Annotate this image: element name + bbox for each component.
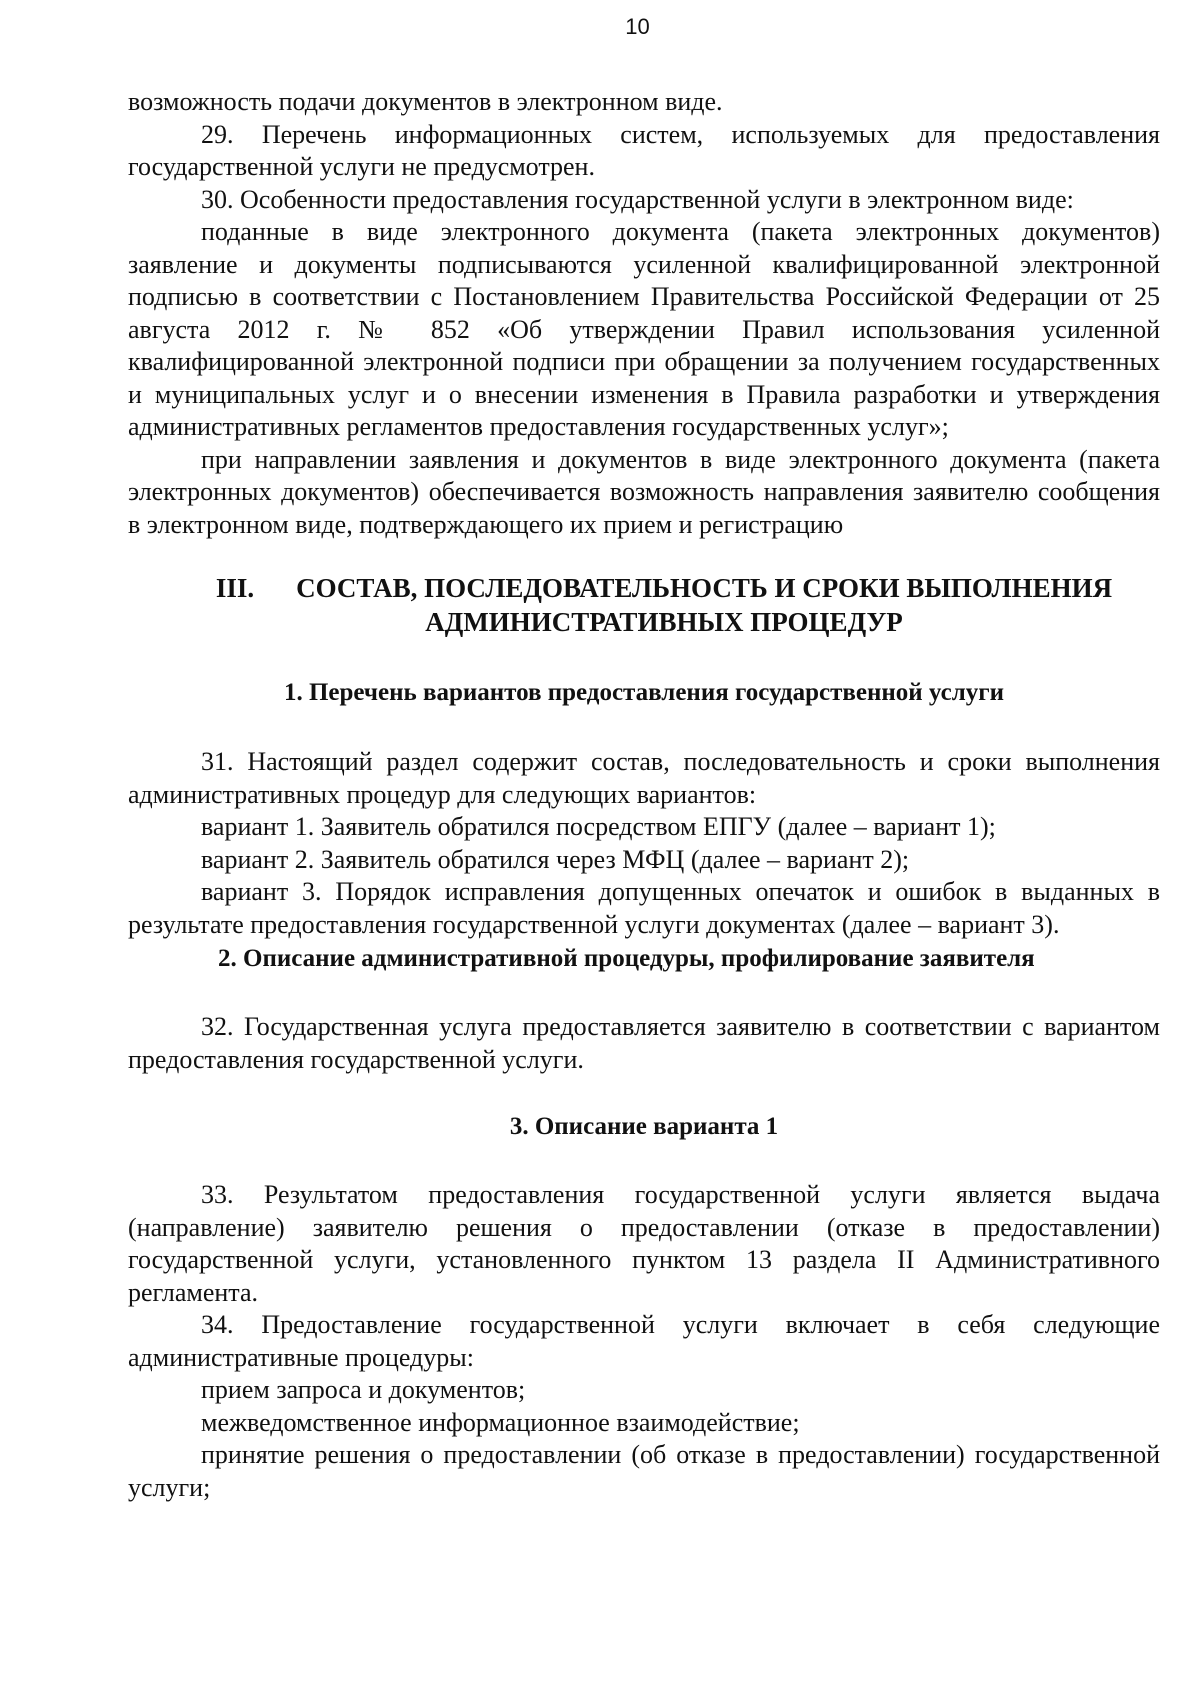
procedure-item: прием запроса и документов; bbox=[201, 1375, 526, 1404]
paragraph-34: 34. Предоставление государственной услуги включает в себя следующие административные процедуры: bbox=[128, 1310, 1160, 1372]
paragraph-30: 30. Особенности предоставления государственной услуги в электронном виде: bbox=[201, 184, 1074, 214]
variant-3-item: вариант 3. Порядок исправления допущенных опечаток и ошибок в выданных в результате предоставления государственной услуги документах (далее – вариант 3). bbox=[128, 877, 1160, 939]
page-number: 10 bbox=[625, 14, 650, 39]
subsection-heading-1: 1. Перечень вариантов предоставления государственной услуги bbox=[283, 679, 1005, 706]
paragraph-notification: при направлении заявления и документов в виде электронного документа (пакета электронных документов) обеспечивается возможность направления заявителю сообщения в электронном виде, подтверждающего их прием и регистрацию bbox=[128, 444, 1160, 539]
section-title-line2: АДМИНИСТРАТИВНЫХ ПРОЦЕДУР bbox=[425, 607, 903, 637]
paragraph-31: 31. Настоящий раздел содержит состав, последовательность и сроки выполнения административных процедур для следующих вариантов: bbox=[128, 747, 1160, 809]
subsection-heading-2: 2. Описание административной процедуры, профилирование заявителя bbox=[218, 945, 1035, 972]
paragraph: возможность подачи документов в электронном виде. bbox=[128, 87, 723, 116]
section-title-line1: СОСТАВ, ПОСЛЕДОВАТЕЛЬНОСТЬ И СРОКИ ВЫПОЛНЕНИЯ bbox=[296, 573, 1113, 603]
variant-1-item: вариант 1. Заявитель обратился посредством ЕПГУ (далее – вариант 1); bbox=[201, 812, 996, 841]
variant-2-item: вариант 2. Заявитель обратился через МФЦ (далее – вариант 2); bbox=[201, 844, 910, 874]
subsection-heading-3: 3. Описание варианта 1 bbox=[509, 1113, 779, 1140]
procedure-item: принятие решения о предоставлении (об отказе в предоставлении) государственной услуги; bbox=[128, 1440, 1160, 1502]
section-heading bbox=[128, 571, 1160, 639]
paragraph-32: 32. Государственная услуга предоставляется заявителю в соответствии с вариантом предоставления государственной услуги. bbox=[128, 1012, 1160, 1074]
procedure-item: межведомственное информационное взаимодействие; bbox=[201, 1407, 800, 1437]
paragraph-33: 33. Результатом предоставления государственной услуги является выдача (направление) заявителю решения о предоставлении (отказе в предоставлении) государственной услуги, установленного пунктом 13 раздела II Административного регламента. bbox=[128, 1180, 1160, 1307]
paragraph-signature-requirement: поданные в виде электронного документа (пакета электронных документов) заявление и документы подписываются усиленной квалифицированной электронной подписью в соответствии с Постановлением Правительства Российской Федерации от 25 августа 2012 г. № 852 «Об утверждении Правил использования усиленной квалифицированной электронной подписи при обращении за получением государственных и муниципальных услуг и о внесении изменения в Правила разработки и утверждения административных регламентов предоставления государственных услуг»; bbox=[128, 217, 1160, 441]
section-roman-numeral: III. bbox=[215, 573, 255, 603]
document-body bbox=[128, 86, 1160, 1504]
paragraph-29: 29. Перечень информационных систем, используемых для предоставления государственной услуги не предусмотрен. bbox=[128, 119, 1160, 181]
